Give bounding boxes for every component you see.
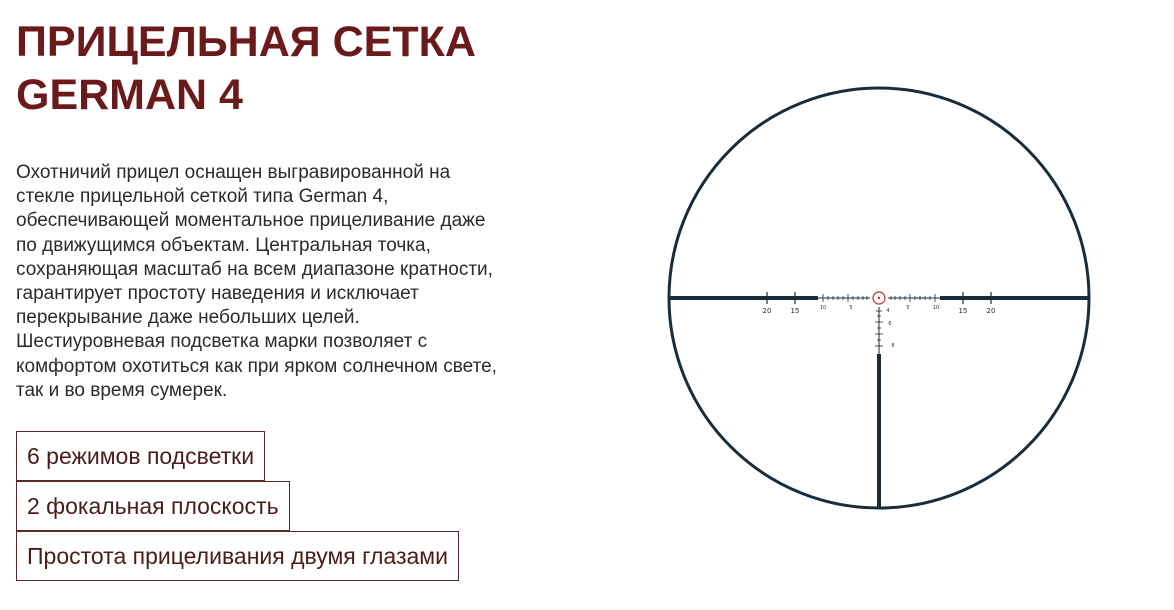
feature-illumination-modes: 6 режимов подсветки [16,431,265,481]
description-line: гарантирует простоту наведения и исключает [16,283,419,305]
feature-focal-plane: 2 фокальная плоскость [16,481,290,531]
feature-list [16,431,459,581]
label-vertical-6: 6 [888,321,892,327]
description [16,161,556,403]
title-line-1: ПРИЦЕЛЬНАЯ СЕТКА [16,18,476,66]
label-left-10: 10 [819,305,827,311]
description-line: так и во время сумерек. [16,379,228,401]
label-left-15: 15 [790,307,800,315]
label-right-15: 15 [958,307,968,315]
description-line: Охотничий прицел оснащен выгравированной на [16,162,451,183]
description-line: по движущимся объектам. Центральная точка, [16,234,431,256]
label-vertical-8: 8 [891,343,895,349]
description-line: стекле прицельной сеткой типа German 4, [16,186,389,208]
label-left-5: 5 [849,305,853,311]
description-line: сохраняющая масштаб на всем диапазоне кратности, [16,258,493,280]
title-line-2: GERMAN 4 [16,71,243,119]
description-line: перекрывание даже небольших целей. [16,307,360,329]
description-line: Шестиуровневая подсветка марки позволяет с [16,331,428,353]
center-dot [878,297,880,299]
description-line: комфортом охотиться как при ярком солнечном свете, [16,355,497,377]
page-title [16,16,576,122]
reticle-diagram [660,80,1100,520]
label-right-20: 20 [986,307,996,315]
description-line: обеспечивающей моментальное прицеливание даже [16,210,486,232]
feature-two-eye-aiming: Простота прицеливания двумя глазами [16,531,459,581]
label-right-5: 5 [906,305,910,311]
label-right-10: 10 [932,305,940,311]
label-vertical-4: 4 [886,308,890,314]
label-left-20: 20 [762,307,772,315]
